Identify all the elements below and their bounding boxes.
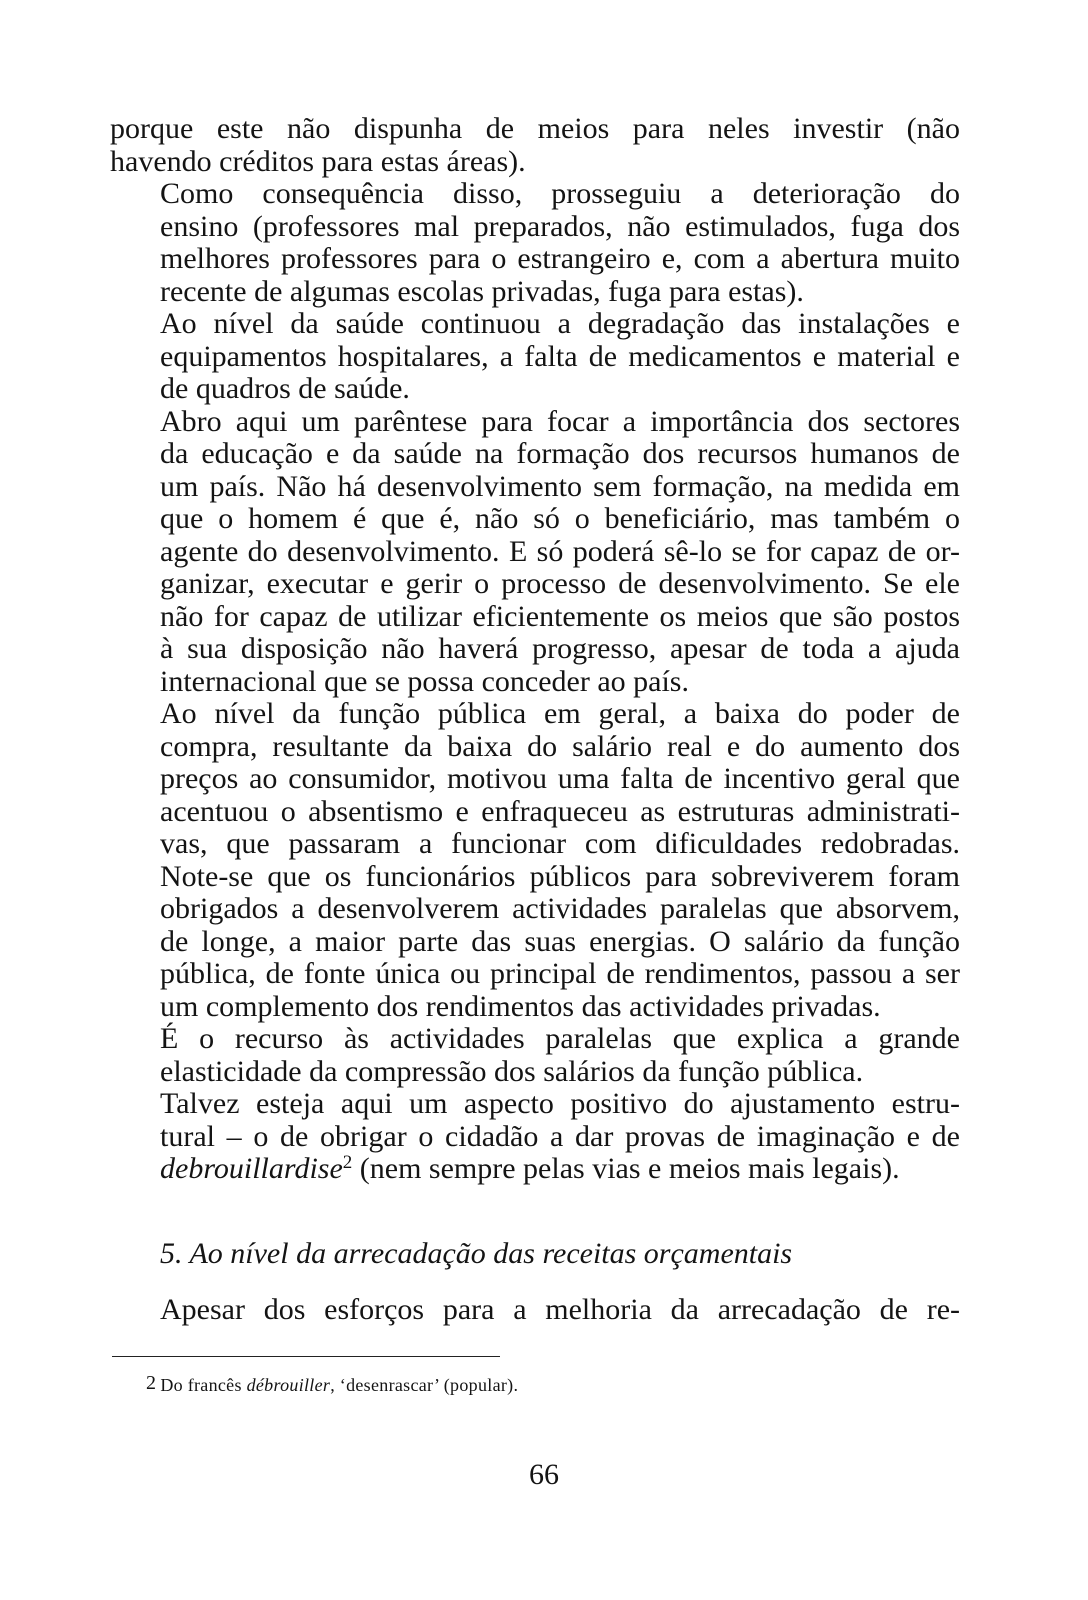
text-line: preços ao consumidor, motivou uma falta de incentivo geral que [160,762,960,795]
text-line: pública, de fonte única ou principal de rendimentos, passou a ser [160,957,960,990]
text-line: porque este não dispunha de meios para neles investir (não [110,112,960,145]
text-line: vas, que passaram a funcionar com dificuldades redobradas. [160,827,960,860]
text-line: Ao nível da saúde continuou a degradação das instalações e [160,307,960,340]
text-line: Como consequência disso, prosseguiu a deterioração do [160,177,960,210]
text-line: ganizar, executar e gerir o processo de desenvolvimento. Se ele [160,567,960,600]
text-line: melhores professores para o estrangeiro e, com a abertura muito [160,242,960,275]
text-line-with-footnote [110,1153,960,1186]
text-line: Note-se que os funcionários públicos para sobreviverem foram [160,859,960,893]
paragraph [110,178,960,308]
text-line: É o recurso às actividades paralelas que explica a grande [160,1022,960,1055]
text-fragment: (nem sempre pelas vias e meios mais legais). [352,1152,900,1185]
text-line: havendo créditos para estas áreas). [110,144,526,178]
paragraph [110,1294,960,1327]
footnote-divider [112,1356,500,1357]
text-line: de quadros de saúde. [160,372,410,405]
text-line: que o homem é que é, não só o beneficiário, mas também o [160,502,960,535]
text-line: Ao nível da função pública em geral, a baixa do poder de [160,697,960,730]
page-number: 66 [529,1458,559,1491]
paragraph [110,308,960,406]
section-heading: 5. Ao nível da arrecadação das receitas orçamentais [160,1236,793,1270]
text-line: ensino (professores mal preparados, não estimulados, fuga dos [160,209,960,243]
paragraph [110,698,960,1023]
paragraph [110,406,960,699]
text-line: recente de algumas escolas privadas, fuga para estas). [160,274,804,308]
text-line: tural – o de obrigar o cidadão a dar provas de imaginação e de [160,1119,960,1153]
footnote [146,1374,518,1396]
text-line: Apesar dos esforços para a melhoria da arrecadação de re- [160,1293,960,1326]
footnote-italic-term: débrouiller [246,1375,331,1395]
paragraph [110,1023,960,1088]
paragraph [110,1088,960,1186]
italic-term: debrouillardise [160,1152,343,1185]
text-line: Talvez esteja aqui um aspecto positivo do ajustamento estru- [160,1087,960,1120]
text-line: compra, resultante da baixa do salário real e do aumento dos [160,729,960,763]
text-line: de longe, a maior parte das suas energias. O salário da função [160,924,960,958]
text-line: obrigados a desenvolverem actividades paralelas que absorvem, [160,892,960,925]
footnote-text: Do francês [160,1375,247,1395]
text-line: acentuou o absentismo e enfraqueceu as estruturas administrati- [160,794,960,828]
footnote-text: , ‘desenrascar’ (popular). [330,1375,519,1395]
text-line: um país. Não há desenvolvimento sem formação, na medida em [160,469,960,503]
footnote-number: 2 [146,1372,157,1394]
text-line: internacional que se possa conceder ao país. [160,664,689,698]
paragraph [110,113,960,178]
text-line: agente do desenvolvimento. E só poderá sê-lo se for capaz de or- [160,534,960,568]
text-line: equipamentos hospitalares, a falta de medicamentos e material e [160,339,960,373]
text-line: à sua disposição não haverá progresso, apesar de toda a ajuda [160,632,960,665]
text-line: da educação e da saúde na formação dos recursos humanos de [160,437,960,470]
text-line: Abro aqui um parêntese para focar a importância dos sectores [160,404,960,438]
footnote-reference[interactable]: 2 [342,1152,353,1173]
text-line: elasticidade da compressão dos salários da função pública. [160,1054,864,1088]
text-line: um complemento dos rendimentos das actividades privadas. [160,989,881,1023]
text-line: não for capaz de utilizar eficientemente os meios que são postos [160,599,960,633]
body-text [110,113,960,1327]
